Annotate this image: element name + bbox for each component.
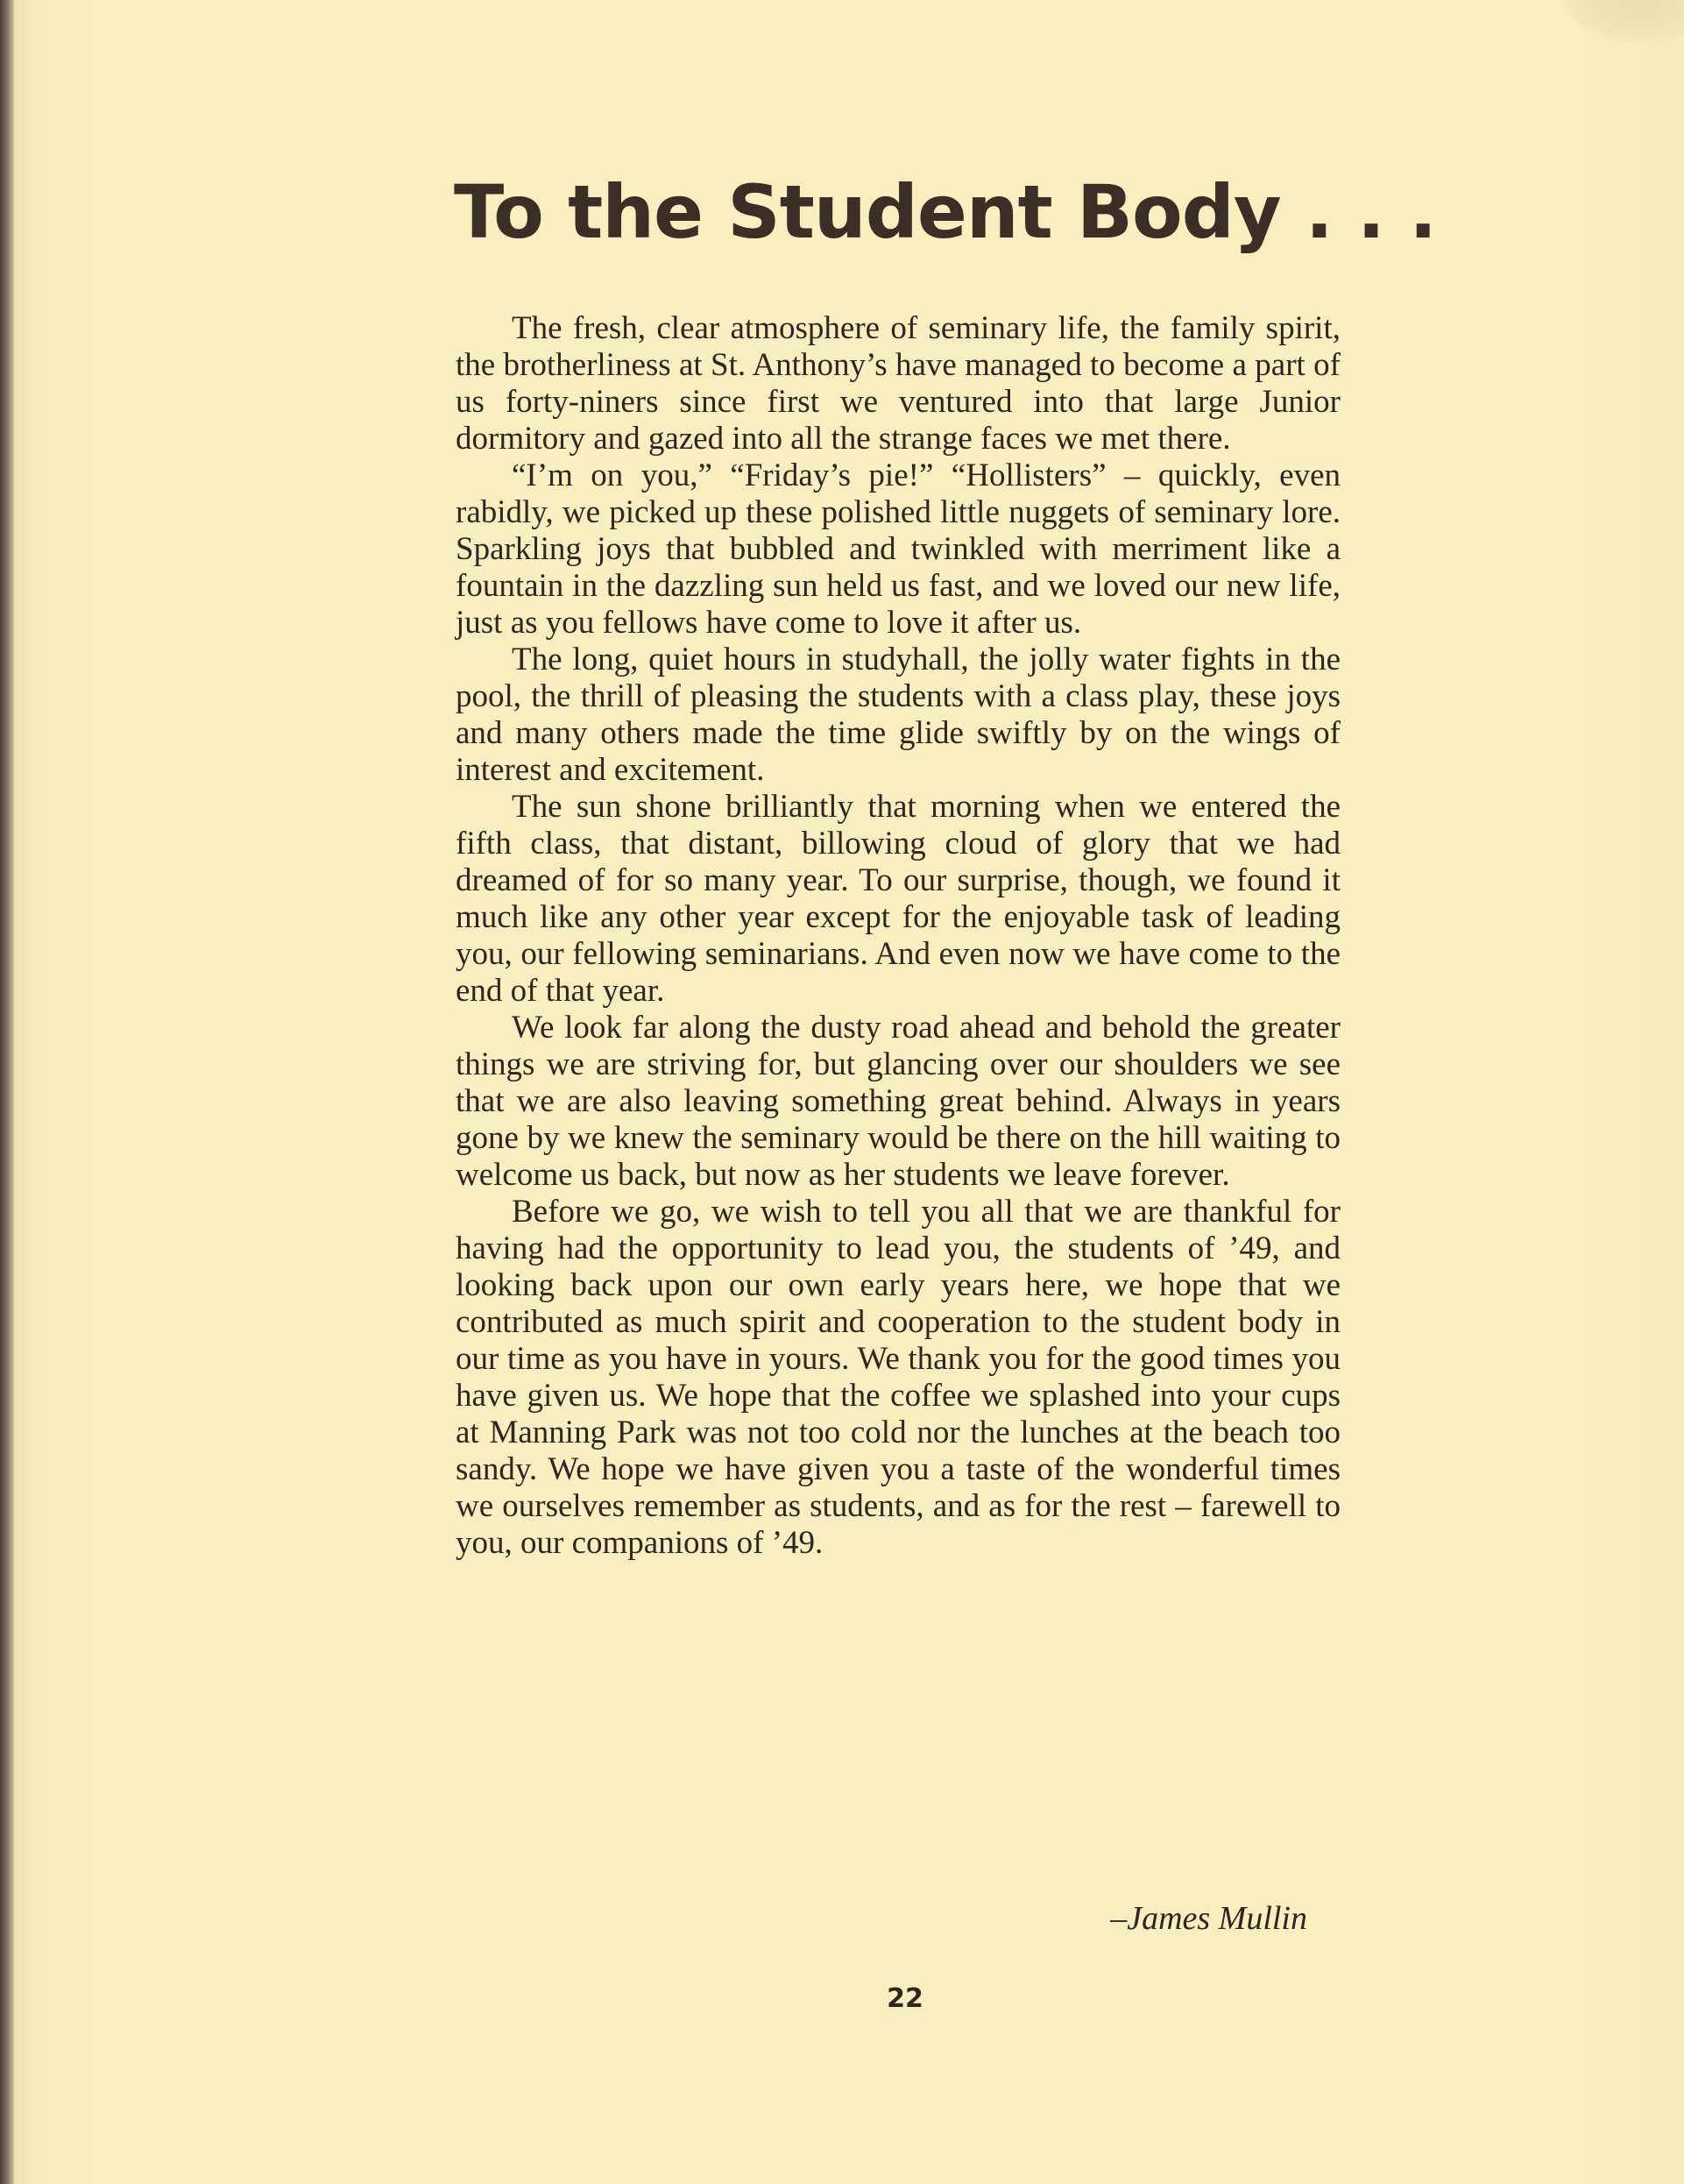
paragraph-4: The sun shone brilliantly that morning when we entered the fifth class, that distant, billowing cloud of glory that we had dreamed of for so many year. To our surprise, though, we found it much like any other year except for the enjoyable task of leading you, our fellowing seminarians. And even now we have come to the end of that year. — [456, 789, 1341, 1009]
page-number: 22 — [887, 1983, 923, 2014]
paragraph-3: The long, quiet hours in studyhall, the jolly water fights in the pool, the thrill of pleasing the students with a class play, these joys and many others made the time glide swiftly by on the wings of interest and excitement. — [456, 642, 1341, 788]
author-signature: –James Mullin — [1110, 1900, 1307, 1937]
article-body — [456, 310, 1341, 1562]
paragraph-5: We look far along the dusty road ahead and behold the greater things we are striving for, but glancing over our shoulders we see that we are also leaving something great behind. Always in years gone by we knew the seminary would be there on the hill waiting to welcome us back, but now as her students we leave forever. — [456, 1010, 1341, 1193]
paragraph-2: “I’m on you,” “Friday’s pie!” “Hollisters” – quickly, even rabidly, we picked up these polished little nuggets of seminary lore. Sparkling joys that bubbled and twinkled with merriment like a fountain in the dazzling sun held us fast, and we loved our new life, just as you fellows have come to love it after us. — [456, 457, 1341, 641]
page-title: To the Student Body . . . — [454, 169, 1437, 255]
book-spine-edge — [0, 0, 14, 2184]
paragraph-6: Before we go, we wish to tell you all that we are thankful for having had the opportunity to lead you, the students of ’49, and looking back upon our own early years here, we hope that we contributed as much spirit and cooperation to the student body in our time as you have in yours. We thank you for the good times you have given us. We hope that the coffee we splashed into your cups at Manning Park was not too cold nor the lunches at the beach too sandy. We hope we have given you a taste of the wonderful times we ourselves remember as students, and as for the rest – farewell to you, our companions of ’49. — [456, 1194, 1341, 1561]
paragraph-1: The fresh, clear atmosphere of seminary life, the family spirit, the brotherliness at St. Anthony’s have managed to become a part of us forty-niners since first we ventured into that large Junior dormitory and gazed into all the strange faces we met there. — [456, 310, 1341, 457]
